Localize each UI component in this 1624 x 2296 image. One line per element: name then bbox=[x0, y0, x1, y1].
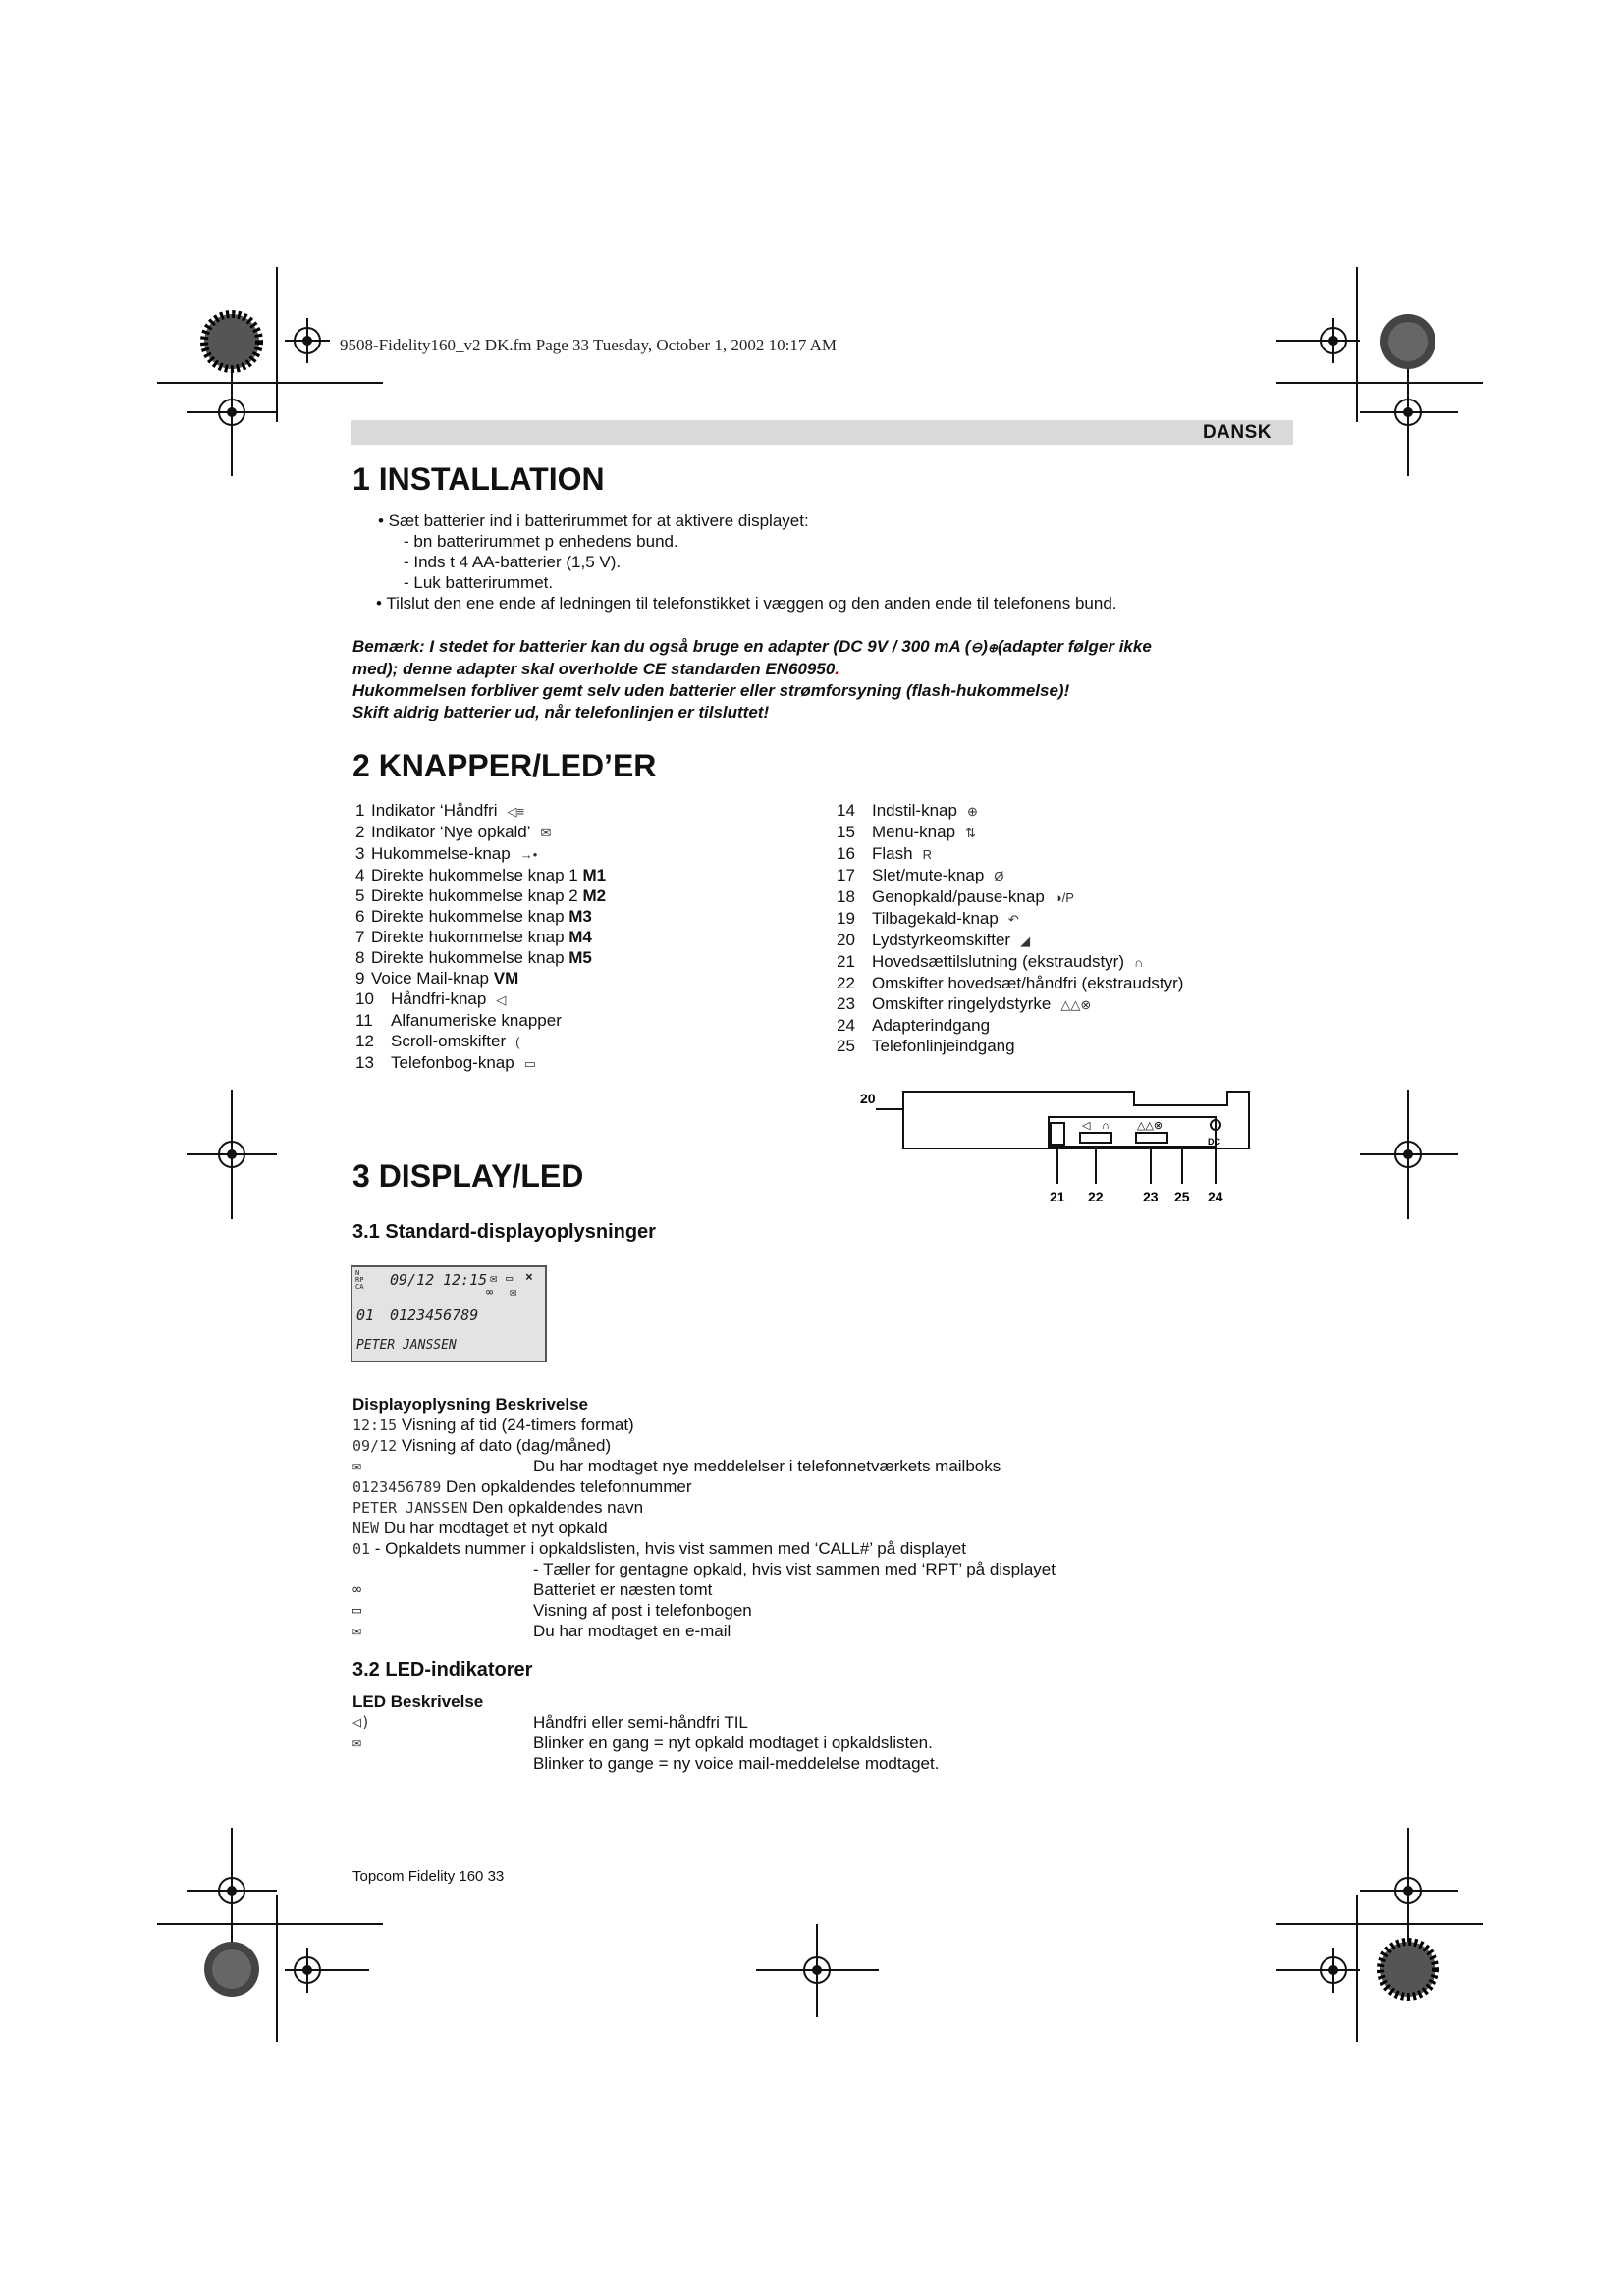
item-label: Direkte hukommelse knap 2 bbox=[371, 886, 583, 905]
button-list-item bbox=[837, 993, 1183, 1015]
button-list-item bbox=[355, 843, 606, 865]
display-description: Du har modtaget nye meddelelser i telefonnetværkets mailboks bbox=[533, 1457, 1001, 1475]
item-label: Genopkald/pause-knap bbox=[872, 887, 1045, 906]
led-description: Blinker to gange = ny voice mail-meddelelse modtaget. bbox=[533, 1754, 940, 1773]
item-number: 4 bbox=[355, 866, 365, 884]
display-key: 0123456789 bbox=[352, 1478, 442, 1496]
handsfree-icon: ◁≡ bbox=[507, 804, 525, 819]
section-installation-title: 1 INSTALLATION bbox=[352, 461, 605, 497]
adapter-symbol-icon: ⊕ bbox=[987, 641, 998, 655]
item-number: 23 bbox=[837, 994, 855, 1013]
item-key: M1 bbox=[582, 866, 607, 884]
lcd-call-index: 01 bbox=[356, 1307, 375, 1324]
item-label: Lydstyrkeomskifter bbox=[872, 931, 1011, 949]
item-number: 6 bbox=[355, 907, 365, 926]
lcd-time: 12:15 bbox=[443, 1271, 488, 1289]
lcd-number: 0123456789 bbox=[390, 1307, 479, 1324]
headset-icon: ∩ bbox=[1133, 955, 1144, 970]
install-substep: - Inds t 4 AA-batterier (1,5 V). bbox=[404, 553, 622, 571]
item-label: Håndfri-knap bbox=[391, 989, 487, 1008]
lcd-book-icon: ▭ bbox=[506, 1271, 514, 1285]
button-list-item bbox=[837, 951, 1183, 973]
item-number: 2 bbox=[355, 823, 365, 841]
display-key: 12:15 bbox=[352, 1416, 398, 1434]
diagram-dc-label: DC bbox=[1208, 1137, 1220, 1147]
diagram-label-21: 21 bbox=[1050, 1189, 1065, 1204]
item-key: M2 bbox=[582, 886, 607, 905]
item-label: Direkte hukommelse knap bbox=[371, 948, 569, 967]
display-subtitle: 3.1 Standard-displayoplysninger bbox=[352, 1221, 656, 1243]
button-list-item bbox=[837, 886, 1183, 908]
display-description: Visning af dato (dag/måned) bbox=[401, 1436, 612, 1455]
item-label: Tilbagekald-knap bbox=[872, 909, 999, 928]
display-key: PETER JANSSEN bbox=[352, 1499, 468, 1517]
installation-list bbox=[378, 510, 1117, 614]
button-list-item bbox=[355, 822, 606, 843]
display-key: ∞ bbox=[352, 1580, 362, 1598]
lcd-mute-icon: × bbox=[525, 1270, 533, 1285]
envelope-icon: ✉ bbox=[540, 826, 552, 840]
lcd-status-labels: N RP CA bbox=[355, 1269, 364, 1291]
button-list-item bbox=[837, 908, 1183, 930]
item-number: 8 bbox=[355, 948, 365, 967]
buttons-list-right bbox=[837, 800, 1183, 1056]
item-number: 13 bbox=[355, 1053, 374, 1072]
item-label: Hukommelse-knap bbox=[371, 844, 511, 863]
item-number: 11 bbox=[355, 1011, 373, 1030]
display-table-header: Displayoplysning Beskrivelse bbox=[352, 1395, 588, 1414]
bell-icon: △△⊗ bbox=[1137, 1120, 1164, 1132]
item-key: M4 bbox=[568, 928, 592, 946]
bell-icon: △△⊗ bbox=[1060, 997, 1092, 1012]
item-number: 18 bbox=[837, 887, 855, 906]
note-text: . bbox=[835, 660, 840, 678]
menu-icon: ⇅ bbox=[965, 826, 976, 840]
display-description: Visning af post i telefonbogen bbox=[533, 1601, 752, 1620]
button-list-item bbox=[355, 927, 606, 947]
led-table-header: LED Beskrivelse bbox=[352, 1692, 484, 1711]
display-row-content bbox=[352, 1497, 643, 1519]
button-list-item bbox=[837, 800, 1183, 822]
book-icon: ▭ bbox=[523, 1056, 537, 1071]
phone-side-diagram bbox=[856, 1084, 1259, 1211]
button-list-item bbox=[355, 865, 606, 885]
display-description: Den opkaldendes telefonnummer bbox=[446, 1477, 692, 1496]
item-label: Scroll-omskifter bbox=[391, 1032, 507, 1050]
item-number: 1 bbox=[355, 801, 365, 820]
display-description: Batteriet er næsten tomt bbox=[533, 1580, 713, 1599]
adapter-polarity-icon: ⊖ bbox=[970, 639, 983, 655]
note-text: (adapter følger ikke bbox=[997, 637, 1152, 656]
item-label: Direkte hukommelse knap 1 bbox=[371, 866, 583, 884]
item-label: Menu-knap bbox=[872, 823, 956, 841]
display-description: Visning af tid (24-timers format) bbox=[401, 1415, 634, 1434]
item-number: 19 bbox=[837, 909, 855, 928]
item-number: 25 bbox=[837, 1037, 855, 1055]
item-number: 16 bbox=[837, 844, 855, 863]
button-list-item bbox=[837, 930, 1183, 951]
lcd-name: PETER JANSSEN bbox=[356, 1338, 457, 1353]
diagram-label-23: 23 bbox=[1143, 1189, 1159, 1204]
item-label: Telefonlinjeindgang bbox=[872, 1037, 1015, 1055]
button-list-item bbox=[837, 843, 1183, 865]
item-label: Omskifter ringelydstyrke bbox=[872, 994, 1052, 1013]
note-text: Skift aldrig batterier ud, når telefonlinjen er tilsluttet! bbox=[352, 703, 770, 721]
lcd-battery-icon: ∞ bbox=[486, 1285, 494, 1299]
button-list-item bbox=[355, 1031, 606, 1052]
lcd-date: 09/12 bbox=[390, 1271, 435, 1289]
item-number: 14 bbox=[837, 801, 855, 820]
display-key: NEW bbox=[352, 1520, 380, 1537]
scroll-icon: ( bbox=[515, 1035, 520, 1049]
item-label: Omskifter hovedsæt/håndfri (ekstraudstyr) bbox=[872, 974, 1184, 992]
item-number: 22 bbox=[837, 974, 855, 992]
item-label: Indstil-knap bbox=[872, 801, 957, 820]
item-label: Voice Mail-knap bbox=[371, 969, 494, 988]
button-list-item bbox=[355, 885, 606, 906]
item-number: 5 bbox=[355, 886, 365, 905]
item-key: M3 bbox=[568, 907, 592, 926]
item-label: Indikator ‘Håndfri bbox=[371, 801, 498, 820]
file-header: 9508-Fidelity160_v2 DK.fm Page 33 Tuesday, October 1, 2002 10:17 AM bbox=[340, 336, 838, 354]
display-key: 09/12 bbox=[352, 1437, 398, 1455]
memory-icon: →• bbox=[519, 847, 538, 862]
button-list-item bbox=[355, 800, 606, 822]
diagram-label-20: 20 bbox=[860, 1091, 876, 1106]
item-key: M5 bbox=[568, 948, 592, 967]
language-bar bbox=[351, 420, 1293, 445]
button-list-item bbox=[355, 1010, 606, 1031]
install-substep: - bn batterirummet p enhedens bund. bbox=[404, 532, 678, 551]
led-description: Håndfri eller semi-håndfri TIL bbox=[533, 1713, 748, 1732]
led-key: ✉ bbox=[352, 1734, 362, 1751]
display-key: 01 bbox=[352, 1540, 371, 1558]
display-row-content bbox=[352, 1415, 634, 1436]
item-label: Hovedsættilslutning (ekstraudstyr) bbox=[872, 952, 1124, 971]
button-list-item bbox=[355, 988, 606, 1010]
install-step: • Tilslut den ene ende af ledningen til telefonstikket i væggen og den anden ende til telefonens bund. bbox=[376, 594, 1117, 613]
page-footer: Topcom Fidelity 160 33 bbox=[352, 1868, 505, 1885]
item-number: 12 bbox=[355, 1032, 374, 1050]
item-number: 7 bbox=[355, 928, 365, 946]
item-number: 17 bbox=[837, 866, 855, 884]
display-key: ▭ bbox=[352, 1601, 362, 1619]
item-label: Telefonbog-knap bbox=[391, 1053, 514, 1072]
button-list-item bbox=[837, 865, 1183, 886]
display-row-content bbox=[352, 1538, 966, 1560]
note-text: ) bbox=[982, 637, 988, 656]
item-number: 9 bbox=[355, 969, 365, 988]
button-list-item bbox=[355, 1052, 606, 1074]
lcd-email-icon: ✉ bbox=[510, 1285, 517, 1299]
diagram-label-25: 25 bbox=[1174, 1189, 1190, 1204]
install-step: • Sæt batterier ind i batterirummet for at aktivere displayet: bbox=[378, 511, 809, 530]
button-list-item bbox=[355, 968, 606, 988]
button-list-item bbox=[837, 822, 1183, 843]
lcd-display bbox=[351, 1265, 547, 1362]
item-label: Adapterindgang bbox=[872, 1016, 991, 1035]
diagram-label-22: 22 bbox=[1088, 1189, 1104, 1204]
display-description: Den opkaldendes navn bbox=[472, 1498, 644, 1517]
install-substep: - Luk batterirummet. bbox=[404, 573, 554, 592]
display-description: - Opkaldets nummer i opkaldslisten, hvis vist sammen med ‘CALL#’ på displayet bbox=[374, 1539, 966, 1558]
display-description: - Tæller for gentagne opkald, hvis vist sammen med ‘RPT’ på displayet bbox=[533, 1560, 1056, 1578]
item-number: 24 bbox=[837, 1016, 855, 1035]
item-number: 15 bbox=[837, 823, 855, 841]
callback-icon: ↶ bbox=[1007, 912, 1019, 927]
button-list-item bbox=[355, 906, 606, 927]
headset-icon: ∩ bbox=[1102, 1120, 1110, 1132]
item-label: Direkte hukommelse knap bbox=[371, 928, 569, 946]
installation-note bbox=[352, 636, 1152, 723]
item-label: Flash bbox=[872, 844, 913, 863]
note-text: Bemærk: I stedet for batterier kan du også bruge en adapter (DC 9V / 300 mA ( bbox=[352, 637, 971, 656]
display-key: ✉ bbox=[352, 1457, 362, 1474]
redial-icon: ◑/P bbox=[1054, 890, 1074, 905]
settings-icon: ⊕ bbox=[966, 804, 978, 819]
button-list-item bbox=[355, 947, 606, 968]
led-description: Blinker en gang = nyt opkald modtaget i opkaldslisten. bbox=[533, 1734, 933, 1752]
display-description: Du har modtaget en e-mail bbox=[533, 1622, 731, 1640]
language-tab: DANSK bbox=[1202, 422, 1272, 443]
led-key: ◁) bbox=[352, 1713, 371, 1731]
item-number: 21 bbox=[837, 952, 855, 971]
lcd-envelope-icon: ✉ bbox=[490, 1271, 498, 1285]
flash-icon: R bbox=[922, 847, 932, 862]
mute-icon: Ø bbox=[994, 869, 1004, 883]
button-list-item bbox=[837, 1036, 1183, 1056]
item-number: 20 bbox=[837, 931, 855, 949]
display-row-content bbox=[352, 1435, 611, 1457]
note-text: med); denne adapter skal overholde CE standarden EN60950 bbox=[352, 660, 836, 678]
display-key: ✉ bbox=[352, 1622, 362, 1639]
buttons-list-left bbox=[355, 800, 606, 1074]
section-buttons-title: 2 KNAPPER/LED’ER bbox=[352, 748, 657, 783]
speaker-icon: ◁ bbox=[1082, 1120, 1091, 1132]
button-list-item bbox=[837, 1015, 1183, 1036]
item-label: Slet/mute-knap bbox=[872, 866, 985, 884]
display-row-content bbox=[352, 1476, 691, 1498]
speaker-icon: ◁ bbox=[496, 992, 507, 1007]
item-label: Indikator ‘Nye opkald’ bbox=[371, 823, 531, 841]
volume-icon: ◢ bbox=[1020, 934, 1031, 948]
section-display-title: 3 DISPLAY/LED bbox=[352, 1158, 584, 1194]
item-label: Direkte hukommelse knap bbox=[371, 907, 569, 926]
display-description: Du har modtaget et nyt opkald bbox=[383, 1519, 608, 1537]
display-row-content bbox=[352, 1518, 608, 1539]
led-subtitle: 3.2 LED-indikatorer bbox=[352, 1659, 533, 1681]
item-number: 3 bbox=[355, 844, 365, 863]
item-key: VM bbox=[493, 969, 519, 988]
button-list-item bbox=[837, 973, 1183, 993]
diagram-label-24: 24 bbox=[1208, 1189, 1223, 1204]
item-number: 10 bbox=[355, 989, 374, 1008]
item-label: Alfanumeriske knapper bbox=[391, 1011, 562, 1030]
note-text: Hukommelsen forbliver gemt selv uden batterier eller strømforsyning (flash-hukommelse)! bbox=[352, 681, 1070, 700]
